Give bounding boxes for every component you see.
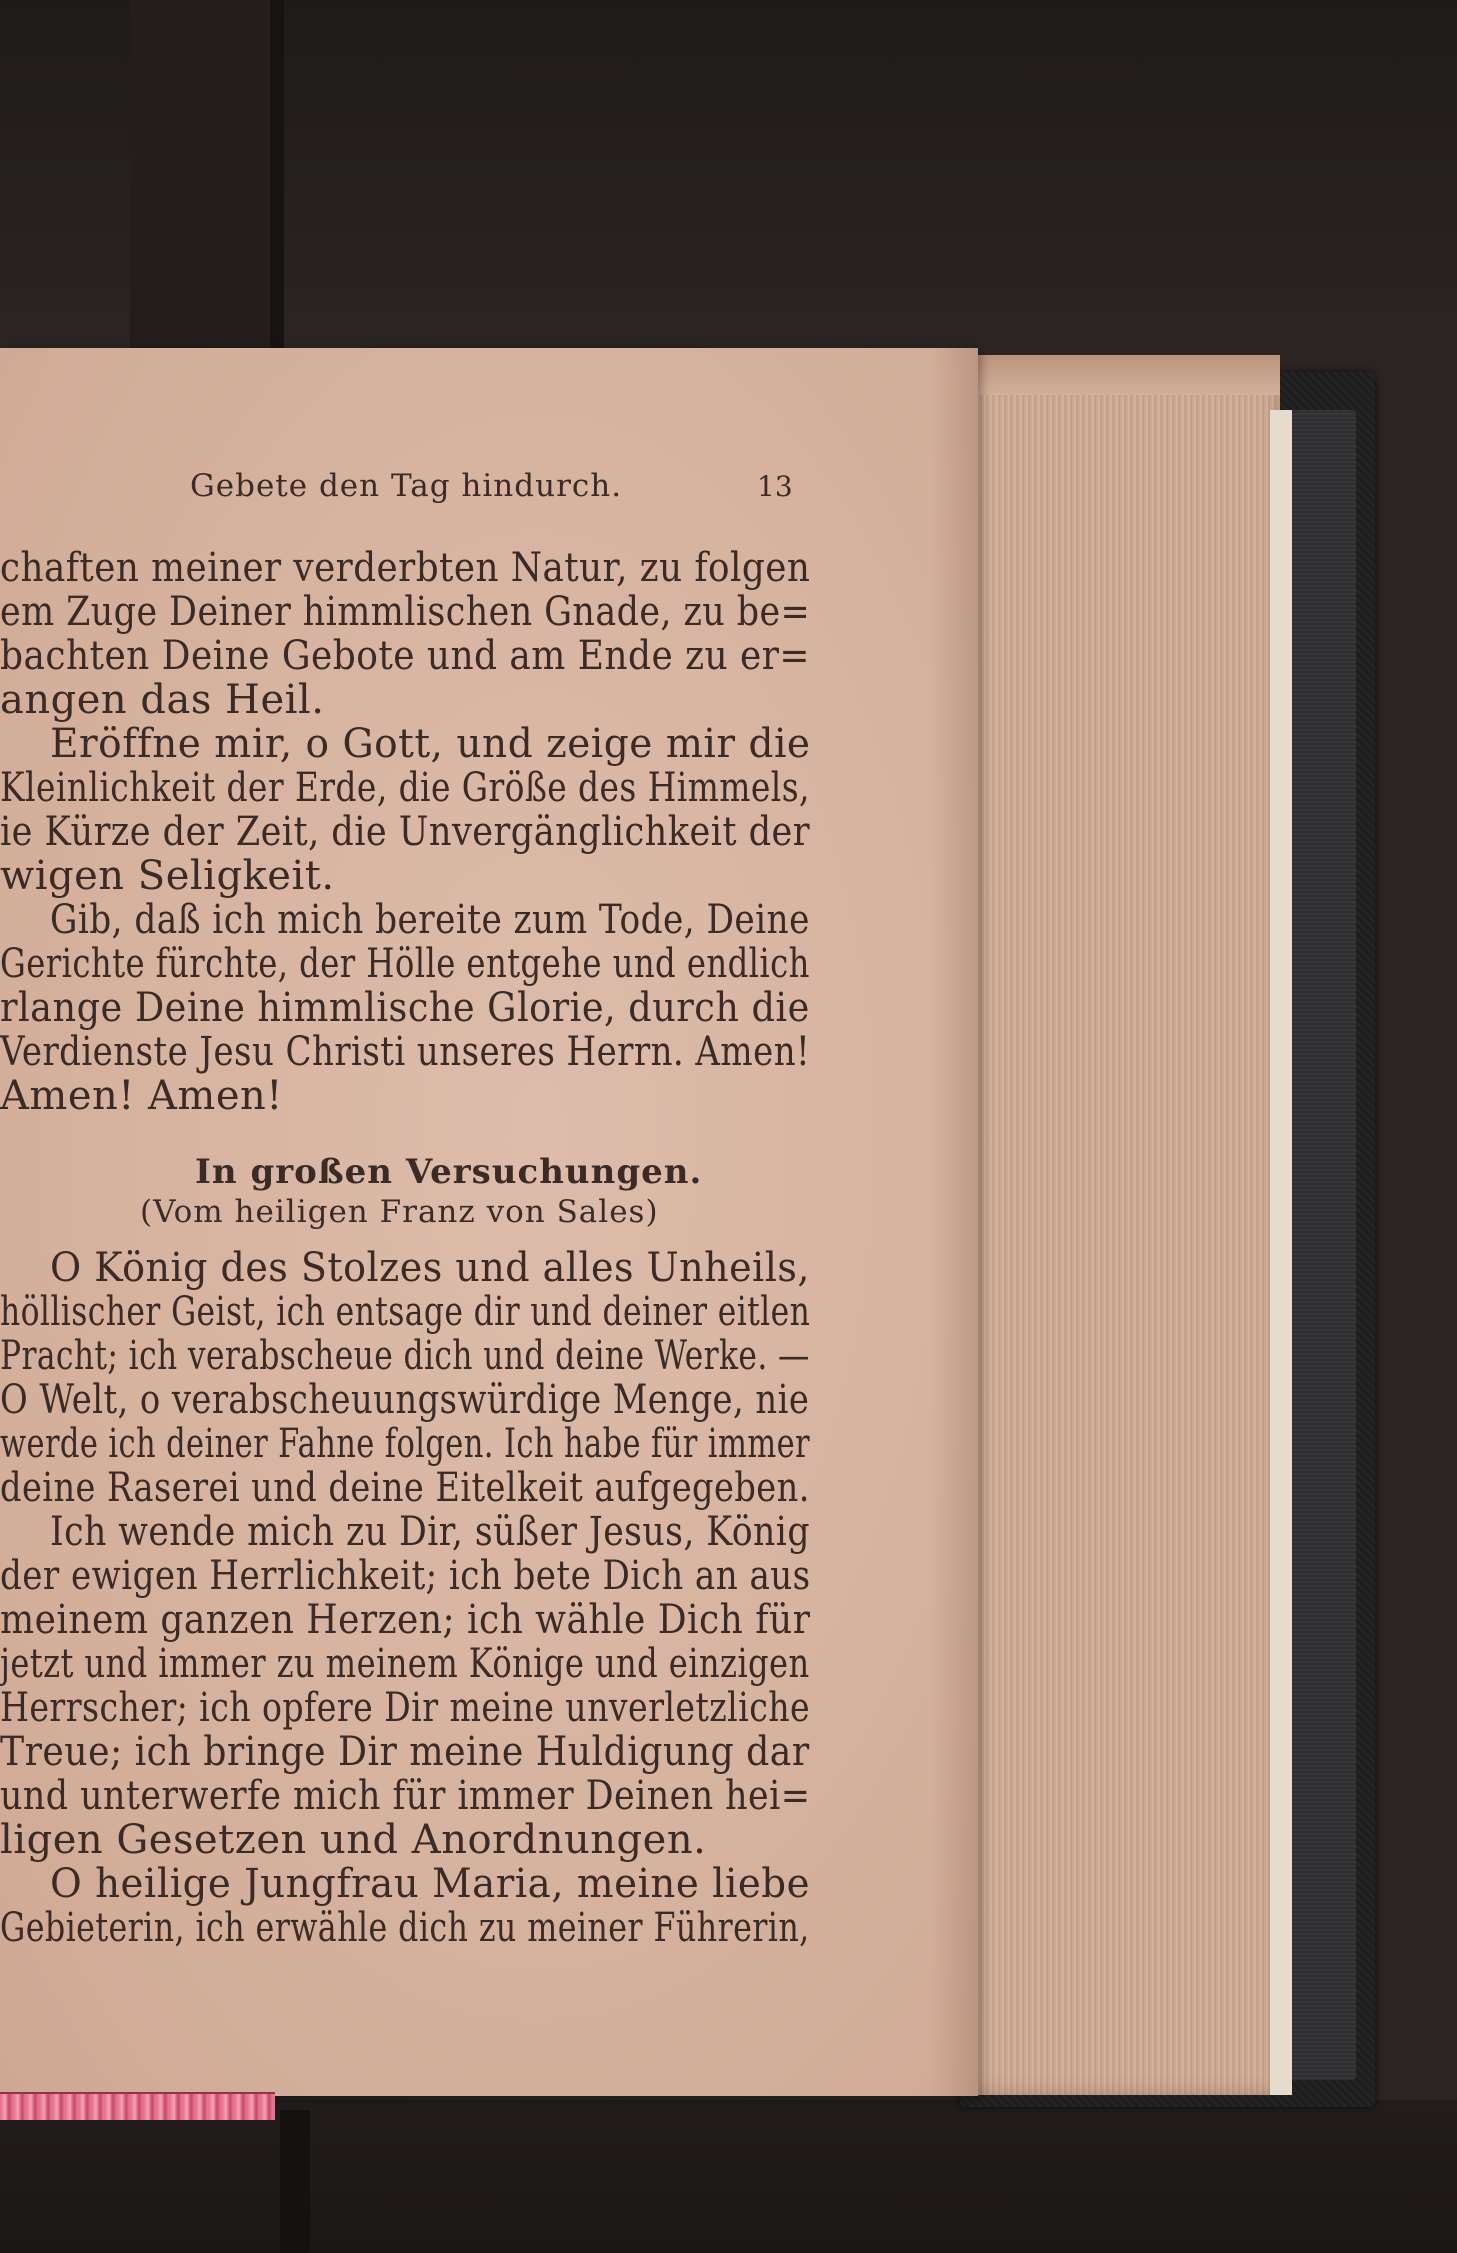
text-line: Eröffne mir, o Gott, und zeige mir die — [50, 721, 811, 767]
text-line: O Welt, o verabscheuungswürdige Menge, nie — [0, 1377, 810, 1423]
text-line: jetzt und immer zu meinem Könige und einzigen — [0, 1641, 810, 1687]
text-line: wigen Seligkeit. — [0, 853, 335, 899]
text-line: Pracht; ich verabscheue dich und deine Werke. — — [0, 1333, 810, 1379]
text-line: und unterwerfe mich für immer Deinen hei= — [0, 1773, 811, 1819]
book-page-edges — [965, 355, 1280, 2095]
text-line: bachten Deine Gebote und am Ende zu er= — [0, 633, 810, 679]
text-line: O König des Stolzes und alles Unheils, — [50, 1245, 810, 1291]
text-line: Herrscher; ich opfere Dir meine unverletzliche — [0, 1685, 811, 1731]
text-line: meinem ganzen Herzen; ich wähle Dich für — [0, 1597, 811, 1643]
text-line: werde ich deiner Fahne folgen. Ich habe für immer — [0, 1421, 811, 1467]
text-line: der ewigen Herrlichkeit; ich bete Dich an aus — [0, 1553, 811, 1599]
running-head: Gebete den Tag hindurch. — [190, 468, 623, 504]
page-gutter-shadow — [930, 348, 978, 2096]
text-line: Ich wende mich zu Dir, süßer Jesus, König — [50, 1509, 810, 1555]
section-title: In großen Versuchungen. — [195, 1152, 703, 1192]
background-bottom-strip — [280, 2110, 310, 2253]
book-page-edges-top — [965, 355, 1280, 395]
text-line: rlange Deine himmlische Glorie, durch die — [0, 985, 810, 1031]
background-bottom — [0, 2100, 1457, 2253]
page-number: 13 — [757, 470, 793, 503]
text-line: ie Kürze der Zeit, die Unvergänglichkeit der — [0, 809, 811, 855]
text-line: Gerichte fürchte, der Hölle entgehe und endlich — [0, 941, 810, 987]
text-line: chaften meiner verderbten Natur, zu folgen — [0, 545, 811, 591]
text-line: ligen Gesetzen und Anordnungen. — [0, 1817, 707, 1863]
text-line: em Zuge Deiner himmlischen Gnade, zu be= — [0, 589, 811, 635]
background-shadow-strip — [270, 0, 284, 360]
text-line: Gebieterin, ich erwähle dich zu meiner Führerin, — [0, 1905, 810, 1951]
text-line: O heilige Jungfrau Maria, meine liebe — [50, 1861, 810, 1907]
text-line: Treue; ich bringe Dir meine Huldigung dar — [0, 1729, 810, 1775]
text-line: Verdienste Jesu Christi unseres Herrn. Amen! — [0, 1029, 811, 1075]
background-shelf — [130, 0, 280, 360]
text-line: angen das Heil. — [0, 677, 325, 723]
text-line: höllischer Geist, ich entsage dir und deiner eitlen — [0, 1289, 811, 1335]
section-subtitle: (Vom heiligen Franz von Sales) — [140, 1194, 659, 1230]
text-line: Gib, daß ich mich bereite zum Tode, Deine — [50, 897, 810, 943]
text-line: deine Raserei und deine Eitelkeit aufgegeben. — [0, 1465, 810, 1511]
book-headband — [0, 2092, 275, 2120]
book-cover-spine-edge — [1288, 410, 1356, 2080]
text-line: Amen! Amen! — [0, 1073, 283, 1119]
text-line: Kleinlichkeit der Erde, die Größe des Himmels, — [0, 765, 810, 811]
book-page-edge-light — [1270, 410, 1292, 2095]
